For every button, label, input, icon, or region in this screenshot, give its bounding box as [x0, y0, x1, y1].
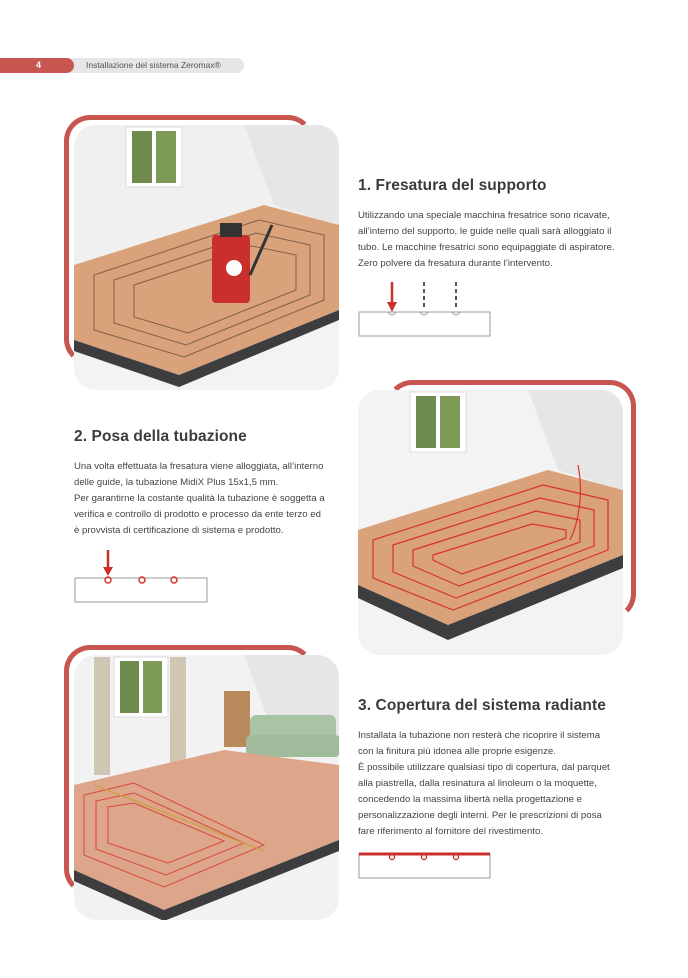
step2-line: verifica e controllo di prodotto e processo da ente terzo ed: [74, 509, 321, 520]
step3-illustration: [64, 645, 344, 925]
step1-illustration: [64, 115, 344, 395]
cabinet-icon: [224, 691, 250, 747]
step2-line: Per garantirne la costante qualità la tubazione è soggetta a: [74, 493, 325, 504]
window-icon: [126, 127, 182, 187]
step3-line: Installata la tubazione non resterà che ricoprire il sistema: [358, 730, 601, 741]
step3-title: 3. Copertura del sistema radiante: [358, 697, 606, 714]
step2-illustration: [356, 380, 636, 658]
step3-line: fare riferimento al fornitore del rivestimento.: [358, 826, 544, 837]
step2-room: [358, 390, 623, 655]
step2-line: delle guide, la tubazione MidiX Plus 15x1,5 mm.: [74, 477, 279, 488]
step3-room: [74, 655, 339, 920]
step3-line: con la finitura più idonea alle proprie esigenze.: [358, 746, 556, 757]
step1-cross-section-diagram: [358, 280, 492, 338]
step3-line: concedendo la massima libertà nella progettazione e: [358, 794, 582, 805]
step1-line: all’interno del supporto, le guide nelle quali sarà alloggiato il: [358, 226, 612, 237]
window-icon: [410, 392, 466, 452]
step2-line: è provvista di certificazione di sistema e prodotto.: [74, 525, 284, 536]
step1-line: Utilizzando una speciale macchina fresatrice sono ricavate,: [358, 210, 610, 221]
step3-description: [358, 728, 653, 840]
page-header: [0, 58, 244, 73]
step2-description: [74, 459, 364, 539]
step1-title: 1. Fresatura del supporto: [358, 177, 547, 194]
step2-cross-section-diagram: [74, 548, 210, 606]
step3-line: alla piastrella, dalla resinatura al linoleum o la moquette,: [358, 778, 597, 789]
step2-title: 2. Posa della tubazione: [74, 428, 247, 445]
sofa-icon: [246, 715, 339, 757]
page-number: 4: [36, 60, 42, 70]
step3-line: È possibile utilizzare qualsiasi tipo di copertura, dal parquet: [358, 762, 610, 773]
step1-room: [74, 125, 339, 390]
step1-description: [358, 208, 648, 272]
step2-line: Una volta effettuata la fresatura viene alloggiata, all’interno: [74, 461, 324, 472]
step1-line: tubo. Le macchine fresatrici sono equipaggiate di aspiratore.: [358, 242, 615, 253]
step3-cross-section-diagram: [358, 848, 492, 882]
header-title: Installazione del sistema Zeromax®: [86, 60, 221, 70]
window-icon: [114, 657, 168, 717]
step1-line: Zero polvere da fresatura durante l’intervento.: [358, 258, 553, 269]
step3-line: personalizzazione degli interni. Per le prescrizioni di posa: [358, 810, 602, 821]
